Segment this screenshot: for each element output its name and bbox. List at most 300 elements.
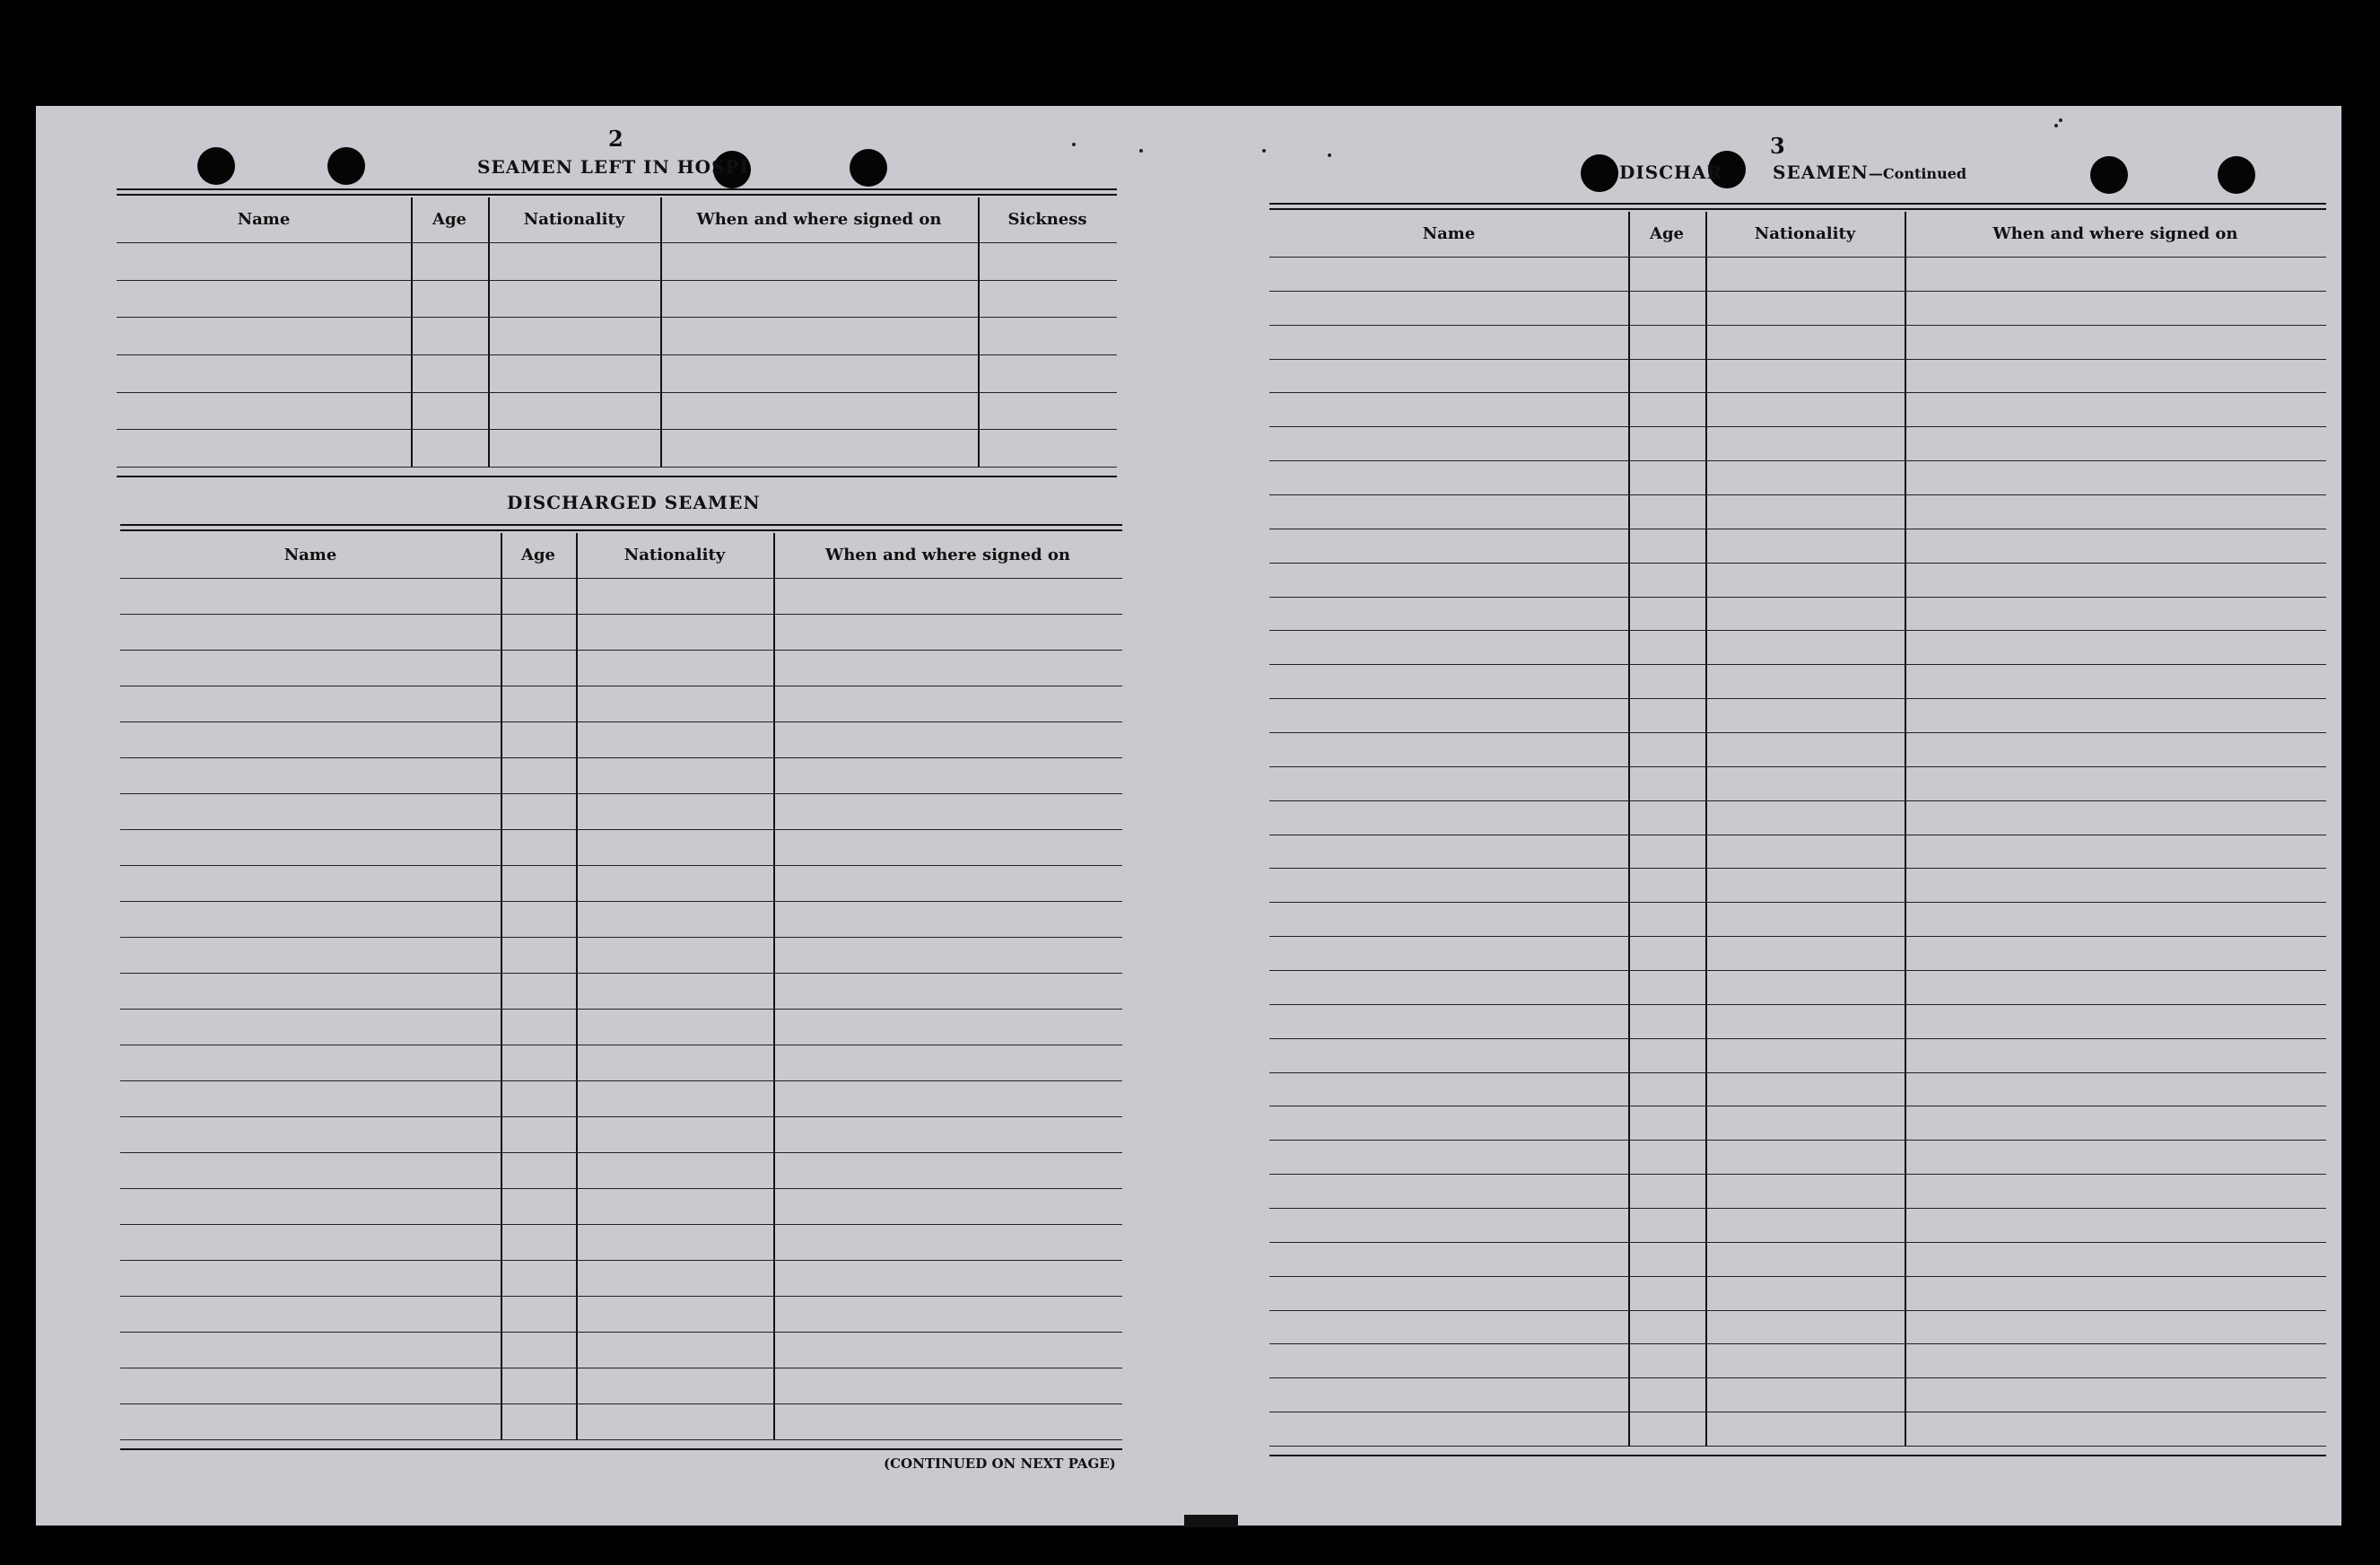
- table-cell: [488, 354, 660, 392]
- column-header: When and where signed on: [696, 210, 942, 229]
- table-cell: [1705, 664, 1905, 698]
- speck: [1328, 153, 1331, 157]
- table-row: [1269, 563, 2326, 597]
- table-row: [120, 901, 1122, 937]
- table-cell: [1705, 1038, 1905, 1072]
- table-cell: [1628, 1310, 1705, 1344]
- table-cell: [773, 1009, 1122, 1045]
- table-cell: [1905, 732, 2326, 766]
- table-cell: [576, 793, 773, 829]
- table-cell: [120, 650, 501, 686]
- table-row: [1269, 1208, 2326, 1242]
- table-cell: [488, 429, 660, 467]
- table-cell: [1705, 563, 1905, 597]
- table-cell: [660, 242, 978, 280]
- table-cell: [1905, 970, 2326, 1004]
- table-cell: [773, 973, 1122, 1009]
- table-cell: [488, 317, 660, 354]
- table-row: [1269, 1343, 2326, 1377]
- column-header: Name: [1422, 224, 1476, 243]
- table-cell: [1705, 630, 1905, 664]
- table-cell: [773, 757, 1122, 793]
- table-cell: [773, 901, 1122, 937]
- table-row: [120, 1368, 1122, 1403]
- table-cell: [1705, 868, 1905, 902]
- table-cell: [117, 317, 411, 354]
- table-cell: [1705, 732, 1905, 766]
- table-cell: [576, 578, 773, 614]
- table-cell: [773, 793, 1122, 829]
- table-row: [1269, 359, 2326, 393]
- table-cell: [1628, 460, 1705, 494]
- table-cell: [1905, 257, 2326, 291]
- table-cell: [1269, 1174, 1628, 1208]
- table-cell: [576, 1116, 773, 1152]
- title-part: SEAMEN: [1773, 162, 1869, 183]
- table-cell: [1705, 1343, 1905, 1377]
- table-cell: [1905, 1276, 2326, 1310]
- table-cell: [117, 242, 411, 280]
- table-row: [1269, 868, 2326, 902]
- table-row: [120, 686, 1122, 721]
- table-row: [120, 578, 1122, 614]
- table-row: [120, 1009, 1122, 1045]
- table-cell: [1269, 1140, 1628, 1174]
- table-cell: [1628, 1343, 1705, 1377]
- table-row: [1269, 1004, 2326, 1038]
- table-row: [1269, 970, 2326, 1004]
- table-cell: [773, 614, 1122, 650]
- table-cell: [501, 1080, 576, 1116]
- table-row: [120, 793, 1122, 829]
- table-cell: [501, 1152, 576, 1188]
- table-cell: [576, 614, 773, 650]
- table-cell: [1905, 630, 2326, 664]
- table-cell: [120, 1332, 501, 1368]
- table-row: [117, 392, 1117, 430]
- table-cell: [1269, 529, 1628, 563]
- table-cell: [576, 686, 773, 721]
- table-cell: [1269, 970, 1628, 1004]
- table-row: [120, 1188, 1122, 1224]
- table-cell: [488, 242, 660, 280]
- table-row: [1269, 1140, 2326, 1174]
- table-cell: [1905, 1140, 2326, 1174]
- table-cell: [1628, 392, 1705, 426]
- table-cell: [120, 1152, 501, 1188]
- table-cell: [1628, 1242, 1705, 1276]
- table-cell: [1705, 835, 1905, 869]
- table-row: [1269, 257, 2326, 291]
- table-cell: [1628, 325, 1705, 359]
- table-cell: [1905, 1038, 2326, 1072]
- table-cell: [1905, 1106, 2326, 1140]
- table-cell: [1628, 1038, 1705, 1072]
- table-cell: [576, 757, 773, 793]
- table-cell: [773, 1152, 1122, 1188]
- title-suffix: —Continued: [1868, 165, 1967, 182]
- table-cell: [1269, 1208, 1628, 1242]
- table-cell: [1905, 325, 2326, 359]
- table-cell: [1628, 597, 1705, 631]
- punch-hole: [327, 147, 365, 185]
- table-cell: [1628, 257, 1705, 291]
- table-cell: [773, 1224, 1122, 1260]
- table-cell: [1905, 664, 2326, 698]
- table-cell: [576, 721, 773, 757]
- table-bottom-rule: [120, 1448, 1122, 1450]
- table-cell: [773, 937, 1122, 973]
- table-cell: [1269, 1276, 1628, 1310]
- table-cell: [1628, 1072, 1705, 1106]
- table-cell: [576, 1296, 773, 1332]
- punch-hole: [850, 149, 887, 187]
- table-cell: [1705, 529, 1905, 563]
- table-cell: [1905, 529, 2326, 563]
- table-cell: [1705, 426, 1905, 460]
- table-cell: [1628, 563, 1705, 597]
- table-cell: [1905, 1412, 2326, 1446]
- table-cell: [1705, 597, 1905, 631]
- column-header: Nationality: [623, 546, 726, 564]
- table-cell: [1905, 902, 2326, 936]
- table-row: [117, 242, 1117, 280]
- table-cell: [576, 937, 773, 973]
- table-row: [120, 1296, 1122, 1332]
- table-cell: [1269, 1106, 1628, 1140]
- table-row: [1269, 766, 2326, 800]
- table-cell: [1269, 392, 1628, 426]
- table-cell: [1269, 426, 1628, 460]
- table-cell: [1705, 800, 1905, 835]
- table-cell: [1705, 1377, 1905, 1412]
- table-cell: [120, 1296, 501, 1332]
- table-cell: [120, 1116, 501, 1152]
- table-cell: [1269, 1038, 1628, 1072]
- table-cell: [501, 1260, 576, 1296]
- table-cell: [978, 354, 1117, 392]
- table-cell: [1905, 1377, 2326, 1412]
- table-cell: [411, 242, 488, 280]
- table-cell: [1705, 1310, 1905, 1344]
- table-row: [120, 1332, 1122, 1368]
- table-row: [120, 1260, 1122, 1296]
- table-row: [1269, 494, 2326, 529]
- table-cell: [576, 1188, 773, 1224]
- table-cell: [773, 1116, 1122, 1152]
- table-cell: [1628, 529, 1705, 563]
- table-cell: [501, 793, 576, 829]
- table-cell: [1705, 392, 1905, 426]
- column-header: Nationality: [1754, 224, 1856, 243]
- table-cell: [1269, 664, 1628, 698]
- table-cell: [1628, 494, 1705, 529]
- table-cell: [117, 280, 411, 318]
- table-cell: [1269, 325, 1628, 359]
- page-number-left: 2: [608, 126, 623, 152]
- table-cell: [411, 354, 488, 392]
- table-cell: [1905, 835, 2326, 869]
- table-cell: [120, 829, 501, 865]
- table-cell: [1628, 1106, 1705, 1140]
- table-cell: [773, 1403, 1122, 1439]
- table-cell: [978, 392, 1117, 430]
- table-cell: [1905, 1004, 2326, 1038]
- column-header: Nationality: [523, 210, 625, 229]
- table-cell: [501, 1045, 576, 1080]
- table-cell: [773, 721, 1122, 757]
- table-cell: [411, 317, 488, 354]
- table-row: [1269, 1412, 2326, 1446]
- hospital-table: [117, 188, 1117, 468]
- table-row: [1269, 1106, 2326, 1140]
- table-cell: [1705, 291, 1905, 325]
- table-row: [120, 1152, 1122, 1188]
- column-header: Name: [237, 210, 291, 229]
- table-row: [120, 1045, 1122, 1080]
- table-cell: [1628, 359, 1705, 393]
- table-cell: [1905, 1208, 2326, 1242]
- table-cell: [1705, 1412, 1905, 1446]
- binder-clip: [1184, 1515, 1238, 1527]
- table-cell: [1705, 1276, 1905, 1310]
- table-cell: [1905, 936, 2326, 970]
- table-row: [117, 429, 1117, 467]
- table-cell: [660, 429, 978, 467]
- table-cell: [501, 1296, 576, 1332]
- table-cell: [773, 1368, 1122, 1403]
- table-cell: [660, 317, 978, 354]
- table-row: [1269, 936, 2326, 970]
- table-cell: [120, 901, 501, 937]
- discharged-table: [120, 524, 1122, 1454]
- table-cell: [978, 429, 1117, 467]
- table-cell: [501, 973, 576, 1009]
- table-cell: [1705, 359, 1905, 393]
- speck: [1072, 143, 1076, 146]
- table-cell: [576, 1152, 773, 1188]
- table-cell: [501, 1009, 576, 1045]
- table-cell: [576, 1224, 773, 1260]
- table-row: [120, 614, 1122, 650]
- table-cell: [501, 1224, 576, 1260]
- table-cell: [576, 1260, 773, 1296]
- table-cell: [576, 1080, 773, 1116]
- table-bottom-rule: [117, 476, 1117, 477]
- table-cell: [773, 1260, 1122, 1296]
- table-cell: [1905, 868, 2326, 902]
- table-cell: [576, 1368, 773, 1403]
- table-cell: [1905, 1242, 2326, 1276]
- table-cell: [120, 973, 501, 1009]
- table-row: [1269, 1276, 2326, 1310]
- punch-hole: [2218, 156, 2255, 194]
- table-cell: [978, 242, 1117, 280]
- table-cell: [1628, 868, 1705, 902]
- speck: [1139, 149, 1143, 153]
- speck: [2059, 118, 2062, 122]
- table-cell: [1905, 460, 2326, 494]
- table-cell: [1269, 1377, 1628, 1412]
- table-cell: [120, 1080, 501, 1116]
- column-header: Age: [1649, 224, 1684, 243]
- table-row: [120, 650, 1122, 686]
- table-cell: [576, 901, 773, 937]
- table-cell: [1705, 936, 1905, 970]
- table-cell: [1628, 426, 1705, 460]
- table-cell: [501, 650, 576, 686]
- table-cell: [660, 354, 978, 392]
- table-cell: [1628, 630, 1705, 664]
- table-cell: [1905, 1072, 2326, 1106]
- table-cell: [773, 1188, 1122, 1224]
- table-cell: [576, 1332, 773, 1368]
- table-row: [120, 1116, 1122, 1152]
- table-row: [1269, 1242, 2326, 1276]
- table-cell: [120, 1045, 501, 1080]
- table-row: [1269, 800, 2326, 835]
- table-cell: [1269, 936, 1628, 970]
- table-cell: [1905, 698, 2326, 732]
- table-row: [1269, 1174, 2326, 1208]
- table-row: [117, 317, 1117, 354]
- speck: [1262, 149, 1266, 153]
- table-row: [1269, 392, 2326, 426]
- table-cell: [1905, 1343, 2326, 1377]
- table-cell: [1628, 766, 1705, 800]
- table-row: [1269, 1038, 2326, 1072]
- table-cell: [1905, 1310, 2326, 1344]
- table-cell: [1705, 766, 1905, 800]
- table-row: [1269, 1377, 2326, 1412]
- table-cell: [501, 1368, 576, 1403]
- table-row: [120, 721, 1122, 757]
- table-row: [120, 865, 1122, 901]
- table-cell: [120, 614, 501, 650]
- title-part: DISCHAR: [1619, 162, 1723, 183]
- table-cell: [411, 392, 488, 430]
- table-row: [1269, 698, 2326, 732]
- row-rule: [117, 467, 1117, 468]
- table-cell: [501, 757, 576, 793]
- column-header: When and where signed on: [1992, 224, 2238, 243]
- table-cell: [120, 865, 501, 901]
- table-cell: [1628, 1377, 1705, 1412]
- table-cell: [1905, 494, 2326, 529]
- table-row: [120, 937, 1122, 973]
- table-row: [1269, 1310, 2326, 1344]
- table-cell: [773, 1296, 1122, 1332]
- table-cell: [1269, 800, 1628, 835]
- table-cell: [773, 1332, 1122, 1368]
- table-bottom-rule: [1269, 1455, 2326, 1456]
- table-cell: [1905, 1174, 2326, 1208]
- table-cell: [1269, 1412, 1628, 1446]
- table-row: [1269, 426, 2326, 460]
- discharged-continued-table: [1269, 203, 2326, 1461]
- table-cell: [501, 829, 576, 865]
- table-cell: [1269, 1004, 1628, 1038]
- table-cell: [120, 1224, 501, 1260]
- table-cell: [120, 1260, 501, 1296]
- table-cell: [501, 1403, 576, 1439]
- table-row: [1269, 732, 2326, 766]
- table-row: [1269, 902, 2326, 936]
- table-cell: [773, 1045, 1122, 1080]
- table-cell: [576, 1045, 773, 1080]
- row-rule: [120, 1439, 1122, 1440]
- table-cell: [1705, 1140, 1905, 1174]
- speck: [2054, 124, 2058, 127]
- column-header: Sickness: [1007, 210, 1087, 229]
- table-cell: [501, 721, 576, 757]
- discharged-section-title: DISCHARGED SEAMEN: [507, 492, 761, 513]
- table-cell: [1628, 1208, 1705, 1242]
- punch-hole: [197, 147, 235, 185]
- table-cell: [501, 1188, 576, 1224]
- table-cell: [1628, 1174, 1705, 1208]
- table-cell: [1705, 1242, 1905, 1276]
- table-cell: [773, 686, 1122, 721]
- table-cell: [1628, 1004, 1705, 1038]
- table-cell: [488, 280, 660, 318]
- table-cell: [1269, 597, 1628, 631]
- table-cell: [1705, 1072, 1905, 1106]
- table-cell: [1269, 732, 1628, 766]
- table-cell: [1628, 1412, 1705, 1446]
- table-cell: [773, 829, 1122, 865]
- table-cell: [1628, 732, 1705, 766]
- table-cell: [1269, 257, 1628, 291]
- table-cell: [120, 937, 501, 973]
- table-cell: [488, 392, 660, 430]
- table-cell: [1905, 359, 2326, 393]
- table-cell: [1905, 563, 2326, 597]
- table-cell: [576, 650, 773, 686]
- discharged-continued-title: [1619, 162, 1966, 183]
- table-row: [1269, 460, 2326, 494]
- table-cell: [1269, 494, 1628, 529]
- table-cell: [773, 650, 1122, 686]
- table-cell: [501, 614, 576, 650]
- table-cell: [1269, 698, 1628, 732]
- table-cell: [1628, 970, 1705, 1004]
- table-cell: [501, 901, 576, 937]
- table-row: [117, 354, 1117, 392]
- table-cell: [120, 1009, 501, 1045]
- table-cell: [1269, 835, 1628, 869]
- table-cell: [411, 429, 488, 467]
- table-row: [1269, 529, 2326, 563]
- table-row: [1269, 597, 2326, 631]
- page-number-right: 3: [1770, 133, 1785, 159]
- table-cell: [1269, 868, 1628, 902]
- table-cell: [1705, 1106, 1905, 1140]
- table-cell: [1269, 630, 1628, 664]
- scanned-form-sheet: [36, 106, 2341, 1526]
- table-cell: [117, 429, 411, 467]
- table-cell: [576, 865, 773, 901]
- table-cell: [1269, 1310, 1628, 1344]
- table-row: [1269, 664, 2326, 698]
- table-cell: [576, 829, 773, 865]
- table-cell: [978, 317, 1117, 354]
- table-row: [120, 1403, 1122, 1439]
- table-cell: [1705, 1174, 1905, 1208]
- table-row: [1269, 325, 2326, 359]
- table-row: [120, 973, 1122, 1009]
- table-cell: [576, 1403, 773, 1439]
